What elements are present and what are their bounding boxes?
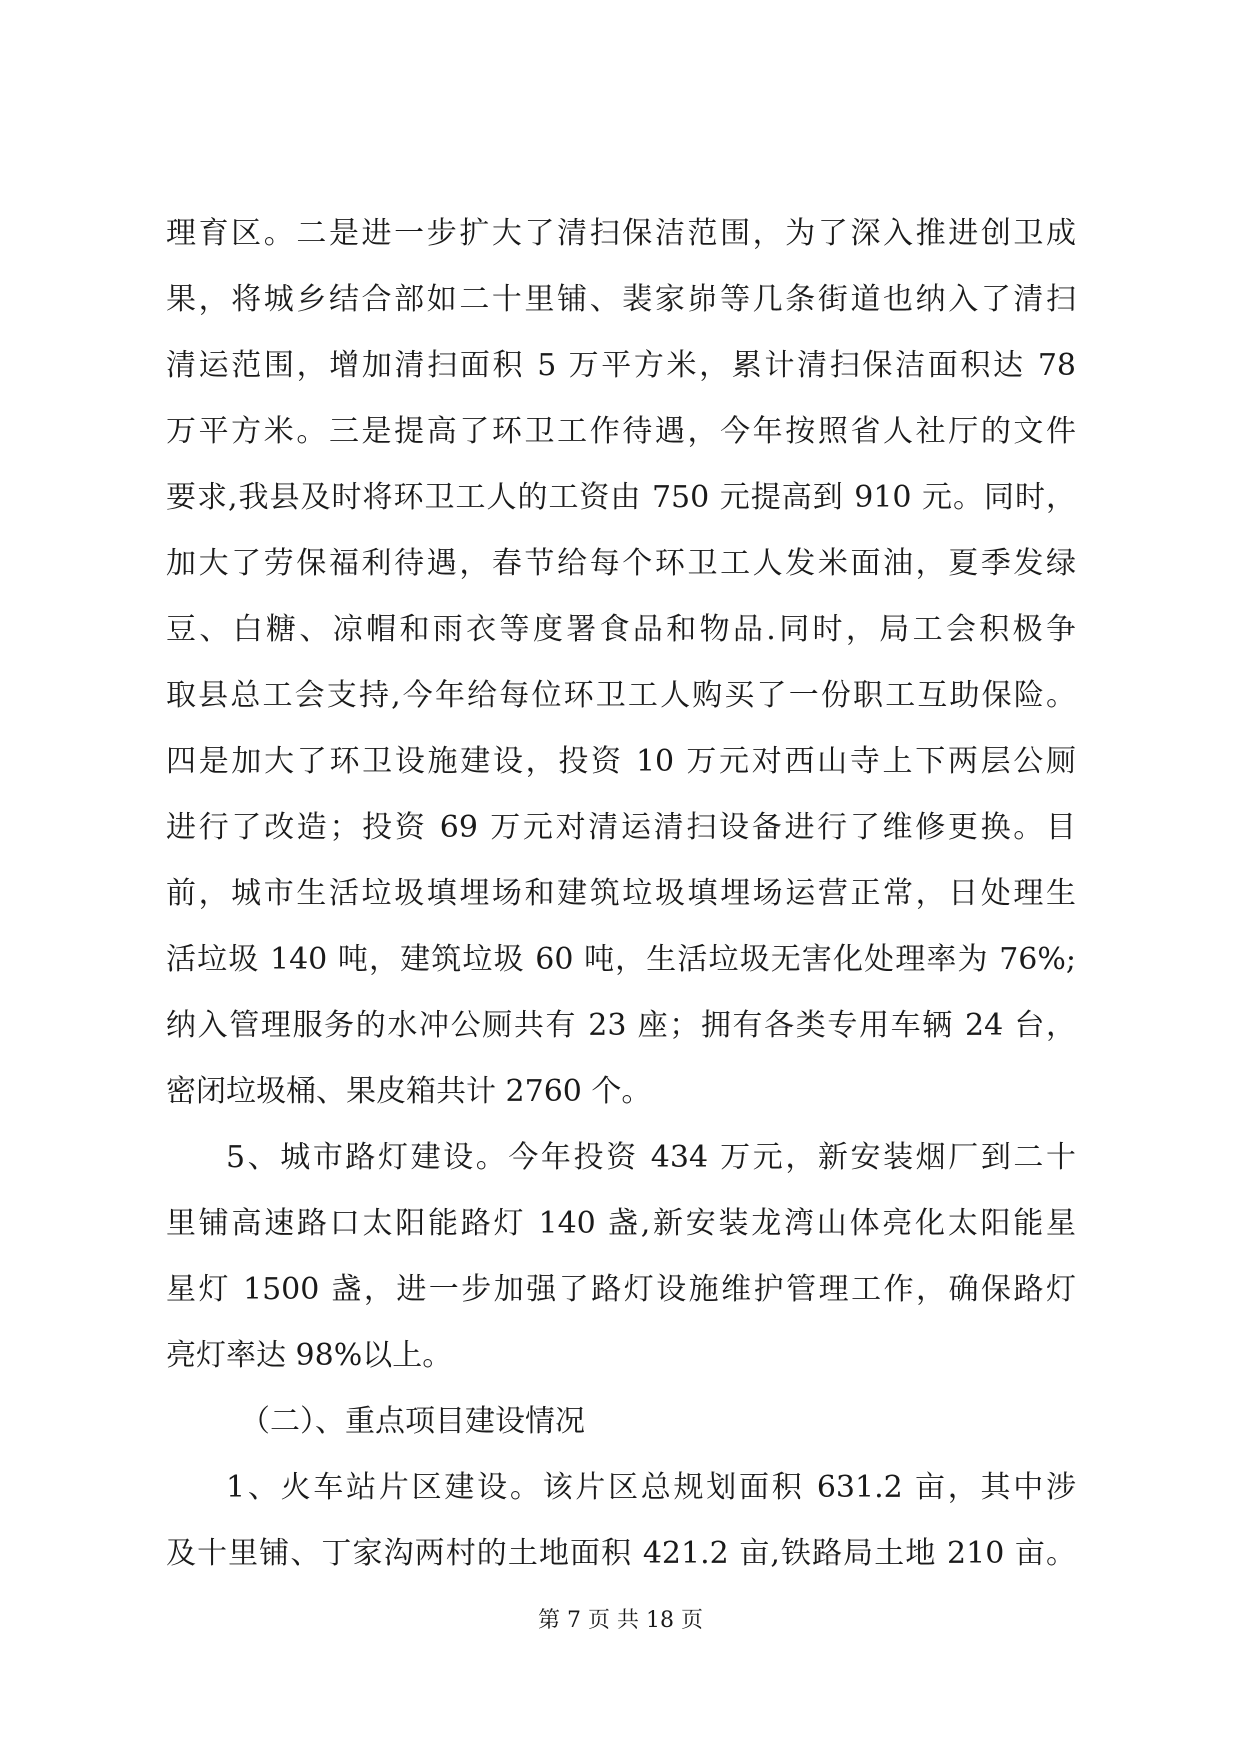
body-text-line: 万平方米。三是提高了环卫工作待遇，今年按照省人社厅的文件 xyxy=(166,414,1076,449)
body-text-line: 加大了劳保福利待遇，春节给每个环卫工人发米面油，夏季发绿 xyxy=(166,546,1076,581)
body-text-line: 里铺高速路口太阳能路灯 140 盏,新安装龙湾山体亮化太阳能星 xyxy=(166,1206,1076,1241)
body-text-line: 活垃圾 140 吨，建筑垃圾 60 吨，生活垃圾无害化处理率为 76%; xyxy=(166,942,1076,977)
body-text-line: 理育区。二是进一步扩大了清扫保洁范围，为了深入推进创卫成 xyxy=(166,216,1076,251)
body-text-line: 星灯 1500 盏，进一步加强了路灯设施维护管理工作，确保路灯 xyxy=(166,1272,1076,1307)
paragraph-first-line: 1、火车站片区建设。该片区总规划面积 631.2 亩，其中涉 xyxy=(226,1470,1076,1505)
body-text-line: 清运范围，增加清扫面积 5 万平方米，累计清扫保洁面积达 78 xyxy=(166,348,1076,383)
body-text-line: 果，将城乡结合部如二十里铺、裴家峁等几条街道也纳入了清扫 xyxy=(166,282,1076,317)
body-text-line: 亮灯率达 98%以上。 xyxy=(166,1338,453,1373)
body-text-line: 密闭垃圾桶、果皮箱共计 2760 个。 xyxy=(166,1074,652,1109)
page-footer: 第 7 页 共 18 页 xyxy=(538,1608,703,1633)
body-text-line: 进行了改造；投资 69 万元对清运清扫设备进行了维修更换。目 xyxy=(166,810,1076,845)
body-text-line: 及十里铺、丁家沟两村的土地面积 421.2 亩,铁路局土地 210 亩。 xyxy=(166,1536,1076,1571)
body-text-line: 前，城市生活垃圾填埋场和建筑垃圾填埋场运营正常，日处理生 xyxy=(166,876,1076,911)
body-text-line: 豆、白糖、凉帽和雨衣等度署食品和物品.同时，局工会积极争 xyxy=(166,612,1076,647)
paragraph-first-line: 5、城市路灯建设。今年投资 434 万元，新安装烟厂到二十 xyxy=(226,1140,1076,1175)
section-heading: （二）、重点项目建设情况 xyxy=(240,1404,585,1439)
body-text-line: 纳入管理服务的水冲公厕共有 23 座；拥有各类专用车辆 24 台， xyxy=(166,1008,1076,1043)
body-text-line: 四是加大了环卫设施建设，投资 10 万元对西山寺上下两层公厕 xyxy=(166,744,1076,779)
body-text-line: 要求,我县及时将环卫工人的工资由 750 元提高到 910 元。同时， xyxy=(166,480,1076,515)
body-text-line: 取县总工会支持,今年给每位环卫工人购买了一份职工互助保险。 xyxy=(166,678,1076,713)
